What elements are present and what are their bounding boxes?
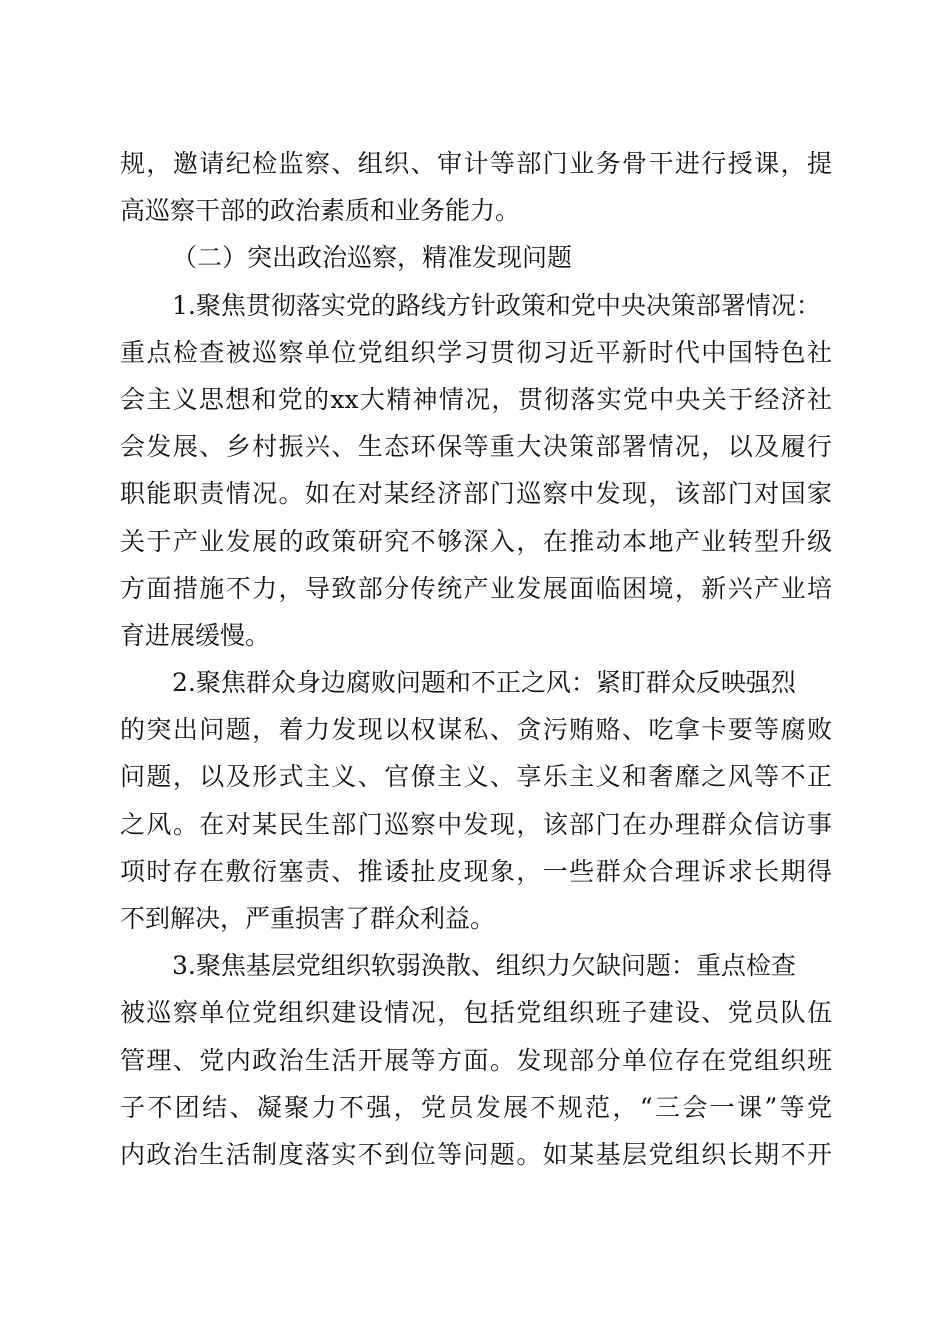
- text-line: 项时存在敷衍塞责、推诿扯皮现象，一些群众合理诉求长期得: [120, 856, 832, 886]
- text-line: 内政治生活制度落实不到位等问题。如某基层党组织长期不开: [120, 1139, 832, 1169]
- text-line: 关于产业发展的政策研究不够深入，在推动本地产业转型升级: [120, 526, 832, 556]
- text-line: 方面措施不力，导致部分传统产业发展面临困境，新兴产业培: [120, 573, 832, 603]
- text-line: 管理、党内政治生活开展等方面。发现部分单位存在党组织班: [120, 1045, 832, 1075]
- text-line: 育进展缓慢。: [120, 620, 271, 650]
- text-line: 会发展、乡村振兴、生态环保等重大决策部署情况，以及履行: [120, 432, 832, 462]
- text-line: 高巡察干部的政治素质和业务能力。: [120, 196, 521, 226]
- text-line: 被巡察单位党组织建设情况，包括党组织班子建设、党员队伍: [120, 998, 832, 1028]
- text-line: 职能职责情况。如在对某经济部门巡察中发现，该部门对国家: [120, 479, 832, 509]
- text-line: 的突出问题，着力发现以权谋私、贪污贿赂、吃拿卡要等腐败: [120, 715, 832, 745]
- text-line: 之风。在对某民生部门巡察中发现，该部门在办理群众信访事: [120, 809, 832, 839]
- paragraph-first-line: 3.聚焦基层党组织软弱涣散、组织力欠缺问题：重点检查: [172, 951, 796, 981]
- paragraph-first-line: 2.聚焦群众身边腐败问题和不正之风：紧盯群众反映强烈: [172, 668, 796, 698]
- text-line: 问题，以及形式主义、官僚主义、享乐主义和奢靡之风等不正: [120, 762, 832, 792]
- text-line: 不到解决，严重损害了群众利益。: [120, 904, 496, 933]
- text-line: 重点检查被巡察单位党组织学习贯彻习近平新时代中国特色社: [120, 337, 832, 367]
- text-line: 规，邀请纪检监察、组织、审计等部门业务骨干进行授课，提: [120, 149, 832, 178]
- section-heading: （二）突出政治巡察，精准发现问题: [172, 243, 573, 273]
- text-line: 会主义思想和党的xx大精神情况，贯彻落实党中央关于经济社: [120, 384, 832, 414]
- text-line: 子不团结、凝聚力不强，党员发展不规范，“三会一课”等党: [120, 1092, 832, 1122]
- document-body: [120, 140, 832, 1178]
- paragraph-first-line: 1.聚焦贯彻落实党的路线方针政策和党中央决策部署情况：: [172, 290, 821, 320]
